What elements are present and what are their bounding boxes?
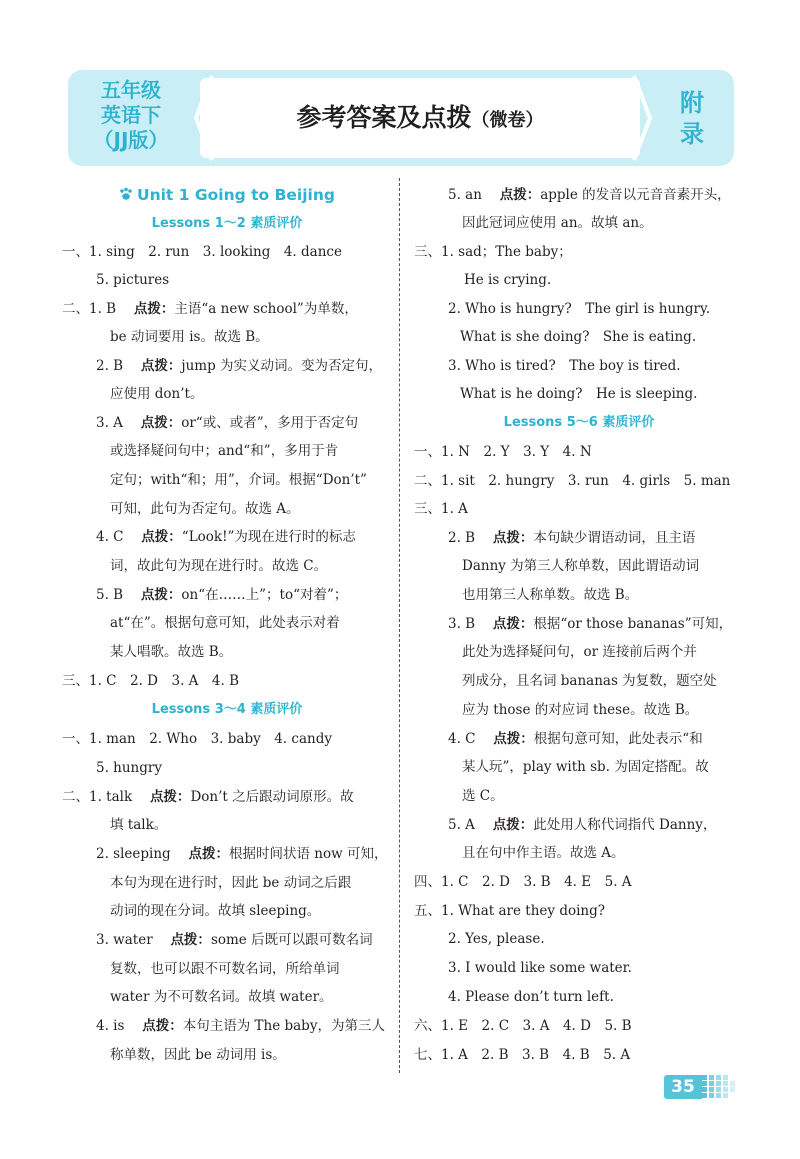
answer-line: 四、1. C 2. D 3. B 4. E 5. A xyxy=(414,874,632,890)
answer-line: 3. B 点拨：根据“or those bananas”可知， xyxy=(448,616,733,632)
answer-line: 4. C 点拨：根据句意可知，此处表示“和 xyxy=(448,731,703,747)
answer-line: 3. A 点拨：or“或、或者”，多用于否定句 xyxy=(96,415,359,431)
answer-line: 称单数，因此 be 动词用 is。 xyxy=(110,1047,286,1063)
answer-line: 七、1. A 2. B 3. B 4. B 5. A xyxy=(414,1047,631,1063)
answer-line: 六、1. E 2. C 3. A 4. D 5. B xyxy=(414,1018,632,1034)
answer-line: 应为 those 的对应词 these。故选 B。 xyxy=(462,702,699,718)
page-number: 35 xyxy=(664,1075,702,1099)
answer-line: 一、1. sing 2. run 3. looking 4. dance xyxy=(62,244,342,260)
answer-line: 可知，此句为否定句。故选 A。 xyxy=(110,501,300,517)
answer-line: 二、1. B 点拨：主语“a new school”为单数， xyxy=(62,301,358,317)
answer-line: 2. sleeping 点拨：根据时间状语 now 可知， xyxy=(96,846,388,862)
answer-line: 因此冠词应使用 an。故填 an。 xyxy=(462,215,653,231)
answer-line: 5. B 点拨：on“在……上”；to“对着”； xyxy=(96,587,348,603)
answer-line: 应使用 don’t。 xyxy=(110,386,204,402)
section-title: Lessons 1～2 素质评价 xyxy=(151,216,303,231)
answer-line: 五、1. What are they doing? xyxy=(414,903,605,919)
answer-line: Danny 为第三人称单数，因此谓语动词 xyxy=(462,558,700,574)
answer-line: 三、1. sad；The baby； xyxy=(414,244,572,260)
answer-line: 2. Yes, please. xyxy=(448,931,545,947)
answer-line: 三、1. A xyxy=(414,501,468,517)
answer-line: 3. Who is tired? The boy is tired. xyxy=(448,358,681,374)
answer-line: 本句为现在进行时，因此 be 动词之后跟 xyxy=(110,875,352,891)
answer-line: 列成分，且名词 bananas 为复数，题空处 xyxy=(462,673,717,689)
answer-line: 动词的现在分词。故填 sleeping。 xyxy=(110,903,321,919)
answer-line: 2. Who is hungry? The girl is hungry. xyxy=(448,301,711,317)
answer-line: 一、1. man 2. Who 3. baby 4. candy xyxy=(62,731,332,747)
answer-line: 某人唱歌。故选 B。 xyxy=(110,644,233,660)
column-divider xyxy=(399,178,400,1073)
answer-line: 填 talk。 xyxy=(110,817,168,833)
grade-label: 五年级 英语下 （JJ版） xyxy=(93,78,169,152)
section-title: Lessons 5～6 素质评价 xyxy=(503,415,655,430)
answer-line: 词，故此句为现在进行时。故选 C。 xyxy=(110,558,328,574)
answer-line: 4. is 点拨：本句主语为 The baby，为第三人 xyxy=(96,1018,385,1034)
answer-line: 4. C 点拨：“Look!”为现在进行时的标志 xyxy=(96,529,356,545)
answer-line: be 动词要用 is。故选 B。 xyxy=(110,329,269,345)
answer-line: 选 C。 xyxy=(462,788,504,804)
answer-line: 或选择疑问句中；and“和”，多用于肯 xyxy=(110,443,339,459)
answer-line: 3. water 点拨：some 后既可以跟可数名词 xyxy=(96,932,373,948)
answer-line: 三、1. C 2. D 3. A 4. B xyxy=(62,673,240,689)
answer-line: 5. an 点拨：apple 的发音以元音音素开头， xyxy=(448,187,731,203)
answer-line: 某人玩”，play with sb. 为固定搭配。故 xyxy=(462,759,709,775)
answer-line: 此处为选择疑问句，or 连接前后两个并 xyxy=(462,644,697,660)
answer-line: 一、1. N 2. Y 3. Y 4. N xyxy=(414,444,592,460)
page-title: 参考答案及点拨（微卷） xyxy=(296,103,544,132)
answer-line: 二、1. sit 2. hungry 3. run 4. girls 5. man xyxy=(414,473,731,489)
answer-line: 定句；with“和；用”，介词。根据“Don’t” xyxy=(110,472,367,488)
answer-line: water 为不可数名词。故填 water。 xyxy=(110,989,333,1005)
answer-line: 2. B 点拨：jump 为实义动词。变为否定句， xyxy=(96,358,383,374)
answer-line: He is crying. xyxy=(464,272,552,288)
answer-line: 5. hungry xyxy=(96,760,162,776)
answer-line: What is he doing? He is sleeping. xyxy=(460,386,698,402)
page-number-grid-icon xyxy=(702,1075,736,1099)
answer-line: 3. I would like some water. xyxy=(448,960,632,976)
answer-line: 2. B 点拨：本句缺少谓语动词，且主语 xyxy=(448,530,696,546)
unit-title: Unit 1 Going to Beijing xyxy=(62,185,392,205)
appendix-label: 附 录 xyxy=(680,89,704,148)
answer-line: at“在”。根据句意可知，此处表示对着 xyxy=(110,615,340,631)
answer-line: 且在句中作主语。故选 A。 xyxy=(462,845,625,861)
answer-line: 4. Please don’t turn left. xyxy=(448,989,614,1005)
answer-line: What is she doing? She is eating. xyxy=(460,329,697,345)
paw-icon xyxy=(119,187,133,201)
answer-line: 5. A 点拨：此处用人称代词指代 Danny， xyxy=(448,817,717,833)
answer-line: 二、1. talk 点拨：Don’t 之后跟动词原形。故 xyxy=(62,789,354,805)
answer-line: 复数，也可以跟不可数名词，所给单词 xyxy=(110,961,340,977)
answer-line: 也用第三人称单数。故选 B。 xyxy=(462,587,639,603)
section-title: Lessons 3～4 素质评价 xyxy=(151,702,303,717)
answer-line: 5. pictures xyxy=(96,272,170,288)
